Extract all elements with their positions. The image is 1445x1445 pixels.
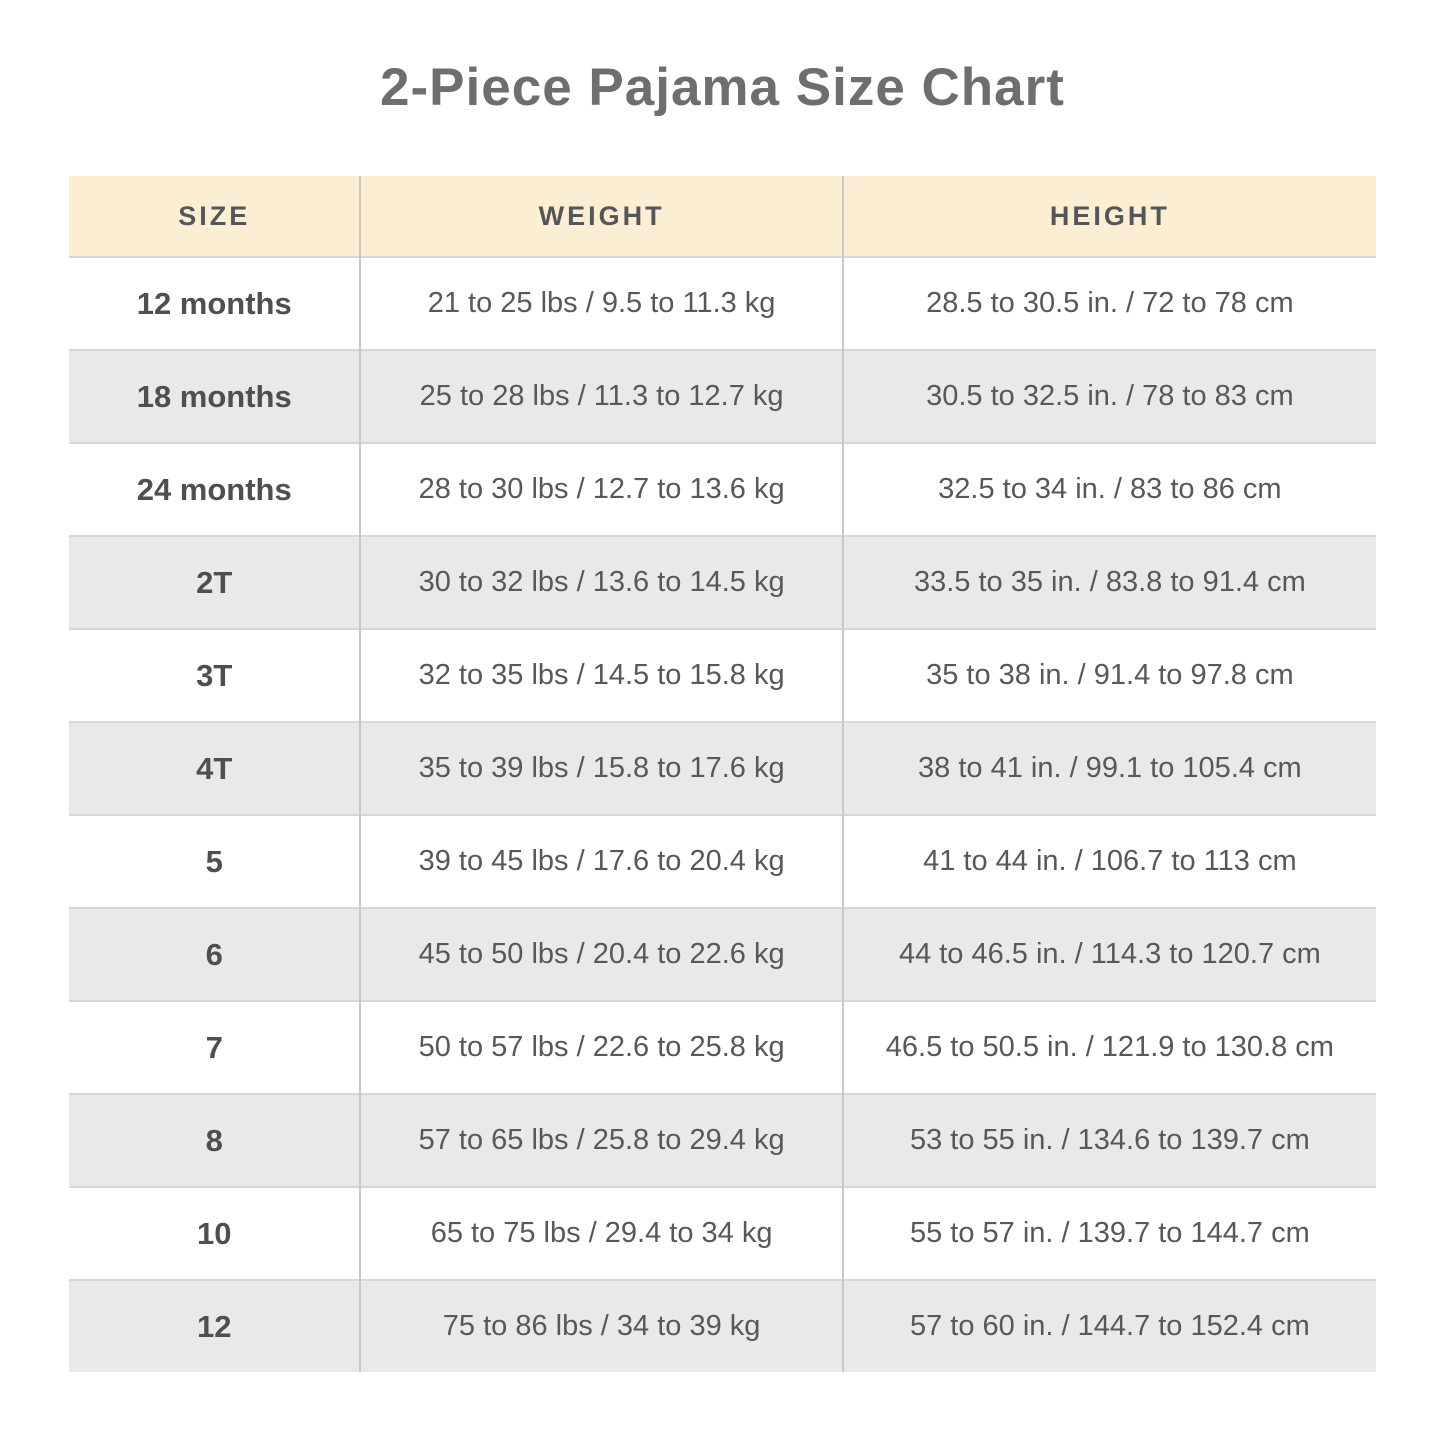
height-cell: 41 to 44 in. / 106.7 to 113 cm — [843, 815, 1376, 908]
weight-cell: 30 to 32 lbs / 13.6 to 14.5 kg — [360, 536, 842, 629]
weight-cell: 35 to 39 lbs / 15.8 to 17.6 kg — [360, 722, 842, 815]
table-row — [69, 443, 1376, 536]
height-cell: 38 to 41 in. / 99.1 to 105.4 cm — [843, 722, 1376, 815]
table-row — [69, 1280, 1376, 1372]
size-cell: 18 months — [69, 350, 360, 443]
weight-cell: 32 to 35 lbs / 14.5 to 15.8 kg — [360, 629, 842, 722]
weight-cell: 25 to 28 lbs / 11.3 to 12.7 kg — [360, 350, 842, 443]
size-cell: 12 — [69, 1280, 360, 1372]
table-row — [69, 629, 1376, 722]
table-row — [69, 1001, 1376, 1094]
column-header-size: SIZE — [69, 176, 360, 257]
height-cell: 44 to 46.5 in. / 114.3 to 120.7 cm — [843, 908, 1376, 1001]
table-row — [69, 257, 1376, 350]
size-chart-table — [69, 176, 1376, 1372]
size-cell: 4T — [69, 722, 360, 815]
size-cell: 2T — [69, 536, 360, 629]
table-row — [69, 350, 1376, 443]
height-cell: 53 to 55 in. / 134.6 to 139.7 cm — [843, 1094, 1376, 1187]
height-cell: 46.5 to 50.5 in. / 121.9 to 130.8 cm — [843, 1001, 1376, 1094]
column-header-height: HEIGHT — [843, 176, 1376, 257]
column-header-weight: WEIGHT — [360, 176, 842, 257]
size-cell: 10 — [69, 1187, 360, 1280]
size-cell: 6 — [69, 908, 360, 1001]
size-cell: 3T — [69, 629, 360, 722]
height-cell: 35 to 38 in. / 91.4 to 97.8 cm — [843, 629, 1376, 722]
weight-cell: 75 to 86 lbs / 34 to 39 kg — [360, 1280, 842, 1372]
weight-cell: 39 to 45 lbs / 17.6 to 20.4 kg — [360, 815, 842, 908]
size-cell: 24 months — [69, 443, 360, 536]
table-row — [69, 1187, 1376, 1280]
weight-cell: 50 to 57 lbs / 22.6 to 25.8 kg — [360, 1001, 842, 1094]
table-row — [69, 908, 1376, 1001]
weight-cell: 28 to 30 lbs / 12.7 to 13.6 kg — [360, 443, 842, 536]
table-row — [69, 1094, 1376, 1187]
height-cell: 55 to 57 in. / 139.7 to 144.7 cm — [843, 1187, 1376, 1280]
size-cell: 7 — [69, 1001, 360, 1094]
weight-cell: 21 to 25 lbs / 9.5 to 11.3 kg — [360, 257, 842, 350]
size-cell: 8 — [69, 1094, 360, 1187]
height-cell: 30.5 to 32.5 in. / 78 to 83 cm — [843, 350, 1376, 443]
height-cell: 32.5 to 34 in. / 83 to 86 cm — [843, 443, 1376, 536]
table-header — [69, 176, 1376, 257]
table-body — [69, 257, 1376, 1372]
weight-cell: 45 to 50 lbs / 20.4 to 22.6 kg — [360, 908, 842, 1001]
weight-cell: 65 to 75 lbs / 29.4 to 34 kg — [360, 1187, 842, 1280]
height-cell: 33.5 to 35 in. / 83.8 to 91.4 cm — [843, 536, 1376, 629]
table-row — [69, 722, 1376, 815]
height-cell: 28.5 to 30.5 in. / 72 to 78 cm — [843, 257, 1376, 350]
size-cell: 5 — [69, 815, 360, 908]
table-row — [69, 815, 1376, 908]
size-cell: 12 months — [69, 257, 360, 350]
header-row — [69, 176, 1376, 257]
weight-cell: 57 to 65 lbs / 25.8 to 29.4 kg — [360, 1094, 842, 1187]
page-title: 2-Piece Pajama Size Chart — [380, 58, 1065, 117]
table-row — [69, 536, 1376, 629]
height-cell: 57 to 60 in. / 144.7 to 152.4 cm — [843, 1280, 1376, 1372]
